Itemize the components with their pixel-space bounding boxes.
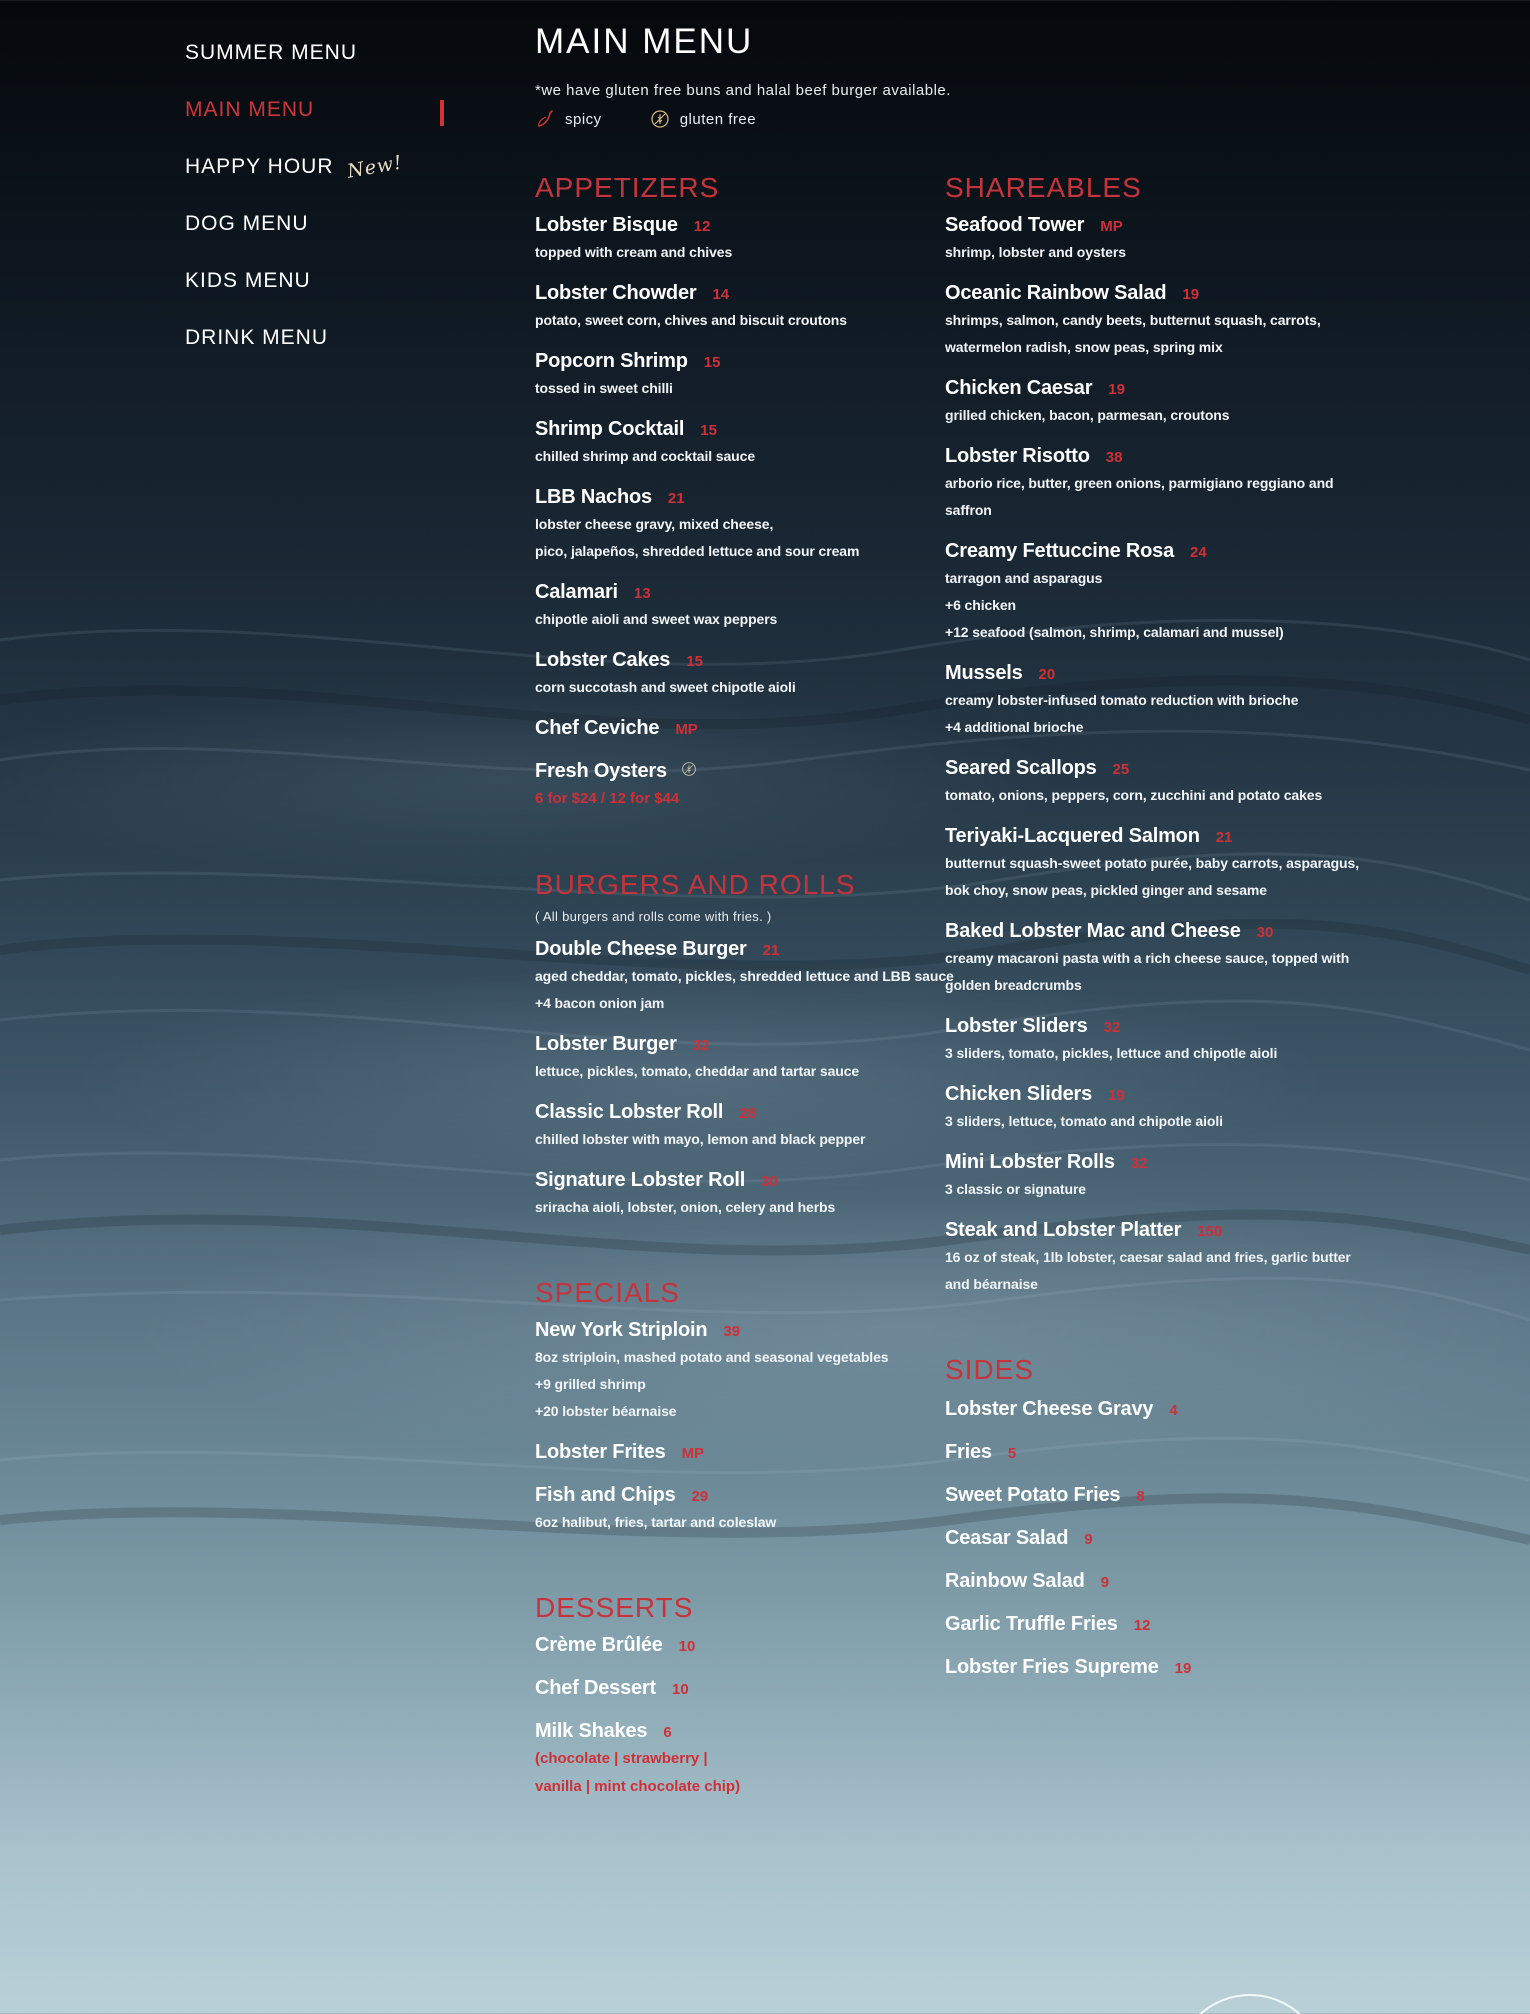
sidebar-item-dog-menu[interactable] [185,195,445,252]
item-name: Lobster Cakes [535,649,671,671]
menu-item [535,760,935,813]
menu-item [535,1169,935,1221]
item-price: 21 [667,490,685,507]
item-name: Sweet Potato Fries [945,1484,1121,1506]
item-description: 6 for $24 / 12 for $44 [535,790,680,807]
item-description: butternut squash-sweet potato purée, baby carrots, asparagus, [945,855,1359,871]
menu-item [535,282,935,334]
menu-item [945,1613,1365,1636]
item-description: sriracha aioli, lobster, onion, celery and herbs [535,1199,836,1215]
item-name: Chef Dessert [535,1677,656,1699]
section-title-specials: SPECIALS [535,1277,680,1308]
item-price: 9 [1100,1574,1109,1591]
item-description: watermelon radish, snow peas, spring mix [945,339,1223,355]
item-description: golden breadcrumbs [945,977,1082,993]
menu-item [535,1101,935,1153]
menu-item [945,1151,1365,1203]
item-price: 21 [762,942,780,959]
sidebar-nav [185,24,445,366]
item-name: Classic Lobster Roll [535,1101,724,1123]
section-gap [535,1536,935,1586]
section-title-sides: SIDES [945,1354,1035,1385]
item-description: lettuce, pickles, tomato, cheddar and tartar sauce [535,1063,860,1079]
item-name: Steak and Lobster Platter [945,1219,1182,1241]
item-price: 150 [1197,1223,1223,1240]
item-name: Lobster Bisque [535,214,678,236]
item-price: MP [681,1445,705,1462]
menu-item [945,1015,1365,1067]
section-note: ( All burgers and rolls come with fries. ) [535,909,772,924]
item-name: Seafood Tower [945,214,1085,236]
item-price: 6 [663,1724,672,1741]
right-column [945,166,1365,1679]
item-price: 20 [1038,666,1056,683]
item-price: 5 [1007,1445,1017,1462]
sidebar-item-label: DRINK MENU [185,325,329,349]
item-name: Calamari [535,581,618,603]
item-price: 15 [703,354,721,371]
sidebar-item-main-menu[interactable] [185,81,445,138]
sidebar-item-label: MAIN MENU [185,97,315,121]
item-name: Chicken Caesar [945,377,1093,399]
chili-icon [535,109,555,129]
item-description: tarragon and asparagus [945,570,1103,586]
menu-item [945,1656,1365,1679]
item-description: 6oz halibut, fries, tartar and coleslaw [535,1514,777,1530]
item-name: Mini Lobster Rolls [945,1151,1115,1173]
item-description: (chocolate | strawberry | [535,1750,708,1767]
section-gap [535,1221,935,1271]
item-name: Chicken Sliders [945,1083,1093,1105]
item-name: Chef Ceviche [535,717,660,739]
menu-item [535,1634,935,1657]
item-name: New York Striploin [535,1319,708,1341]
item-description: tossed in sweet chilli [535,380,673,396]
section-gap [535,813,935,863]
item-price: 13 [633,585,651,602]
menu-item [535,418,935,470]
item-name: Crème Brûlée [535,1634,663,1656]
item-description: +6 chicken [945,597,1016,613]
item-price: 8 [1136,1488,1145,1505]
gluten-free-icon [681,761,697,777]
menu-item [945,214,1365,266]
menu-item [535,486,935,565]
item-description: grilled chicken, bacon, parmesan, croutons [945,407,1230,423]
menu-item [945,1398,1365,1421]
item-price: 19 [1182,286,1200,303]
menu-item [535,1720,935,1801]
item-description: corn succotash and sweet chipotle aioli [535,679,796,695]
sidebar-item-label: HAPPY HOUR [185,154,334,178]
item-name: Lobster Fries Supreme [945,1656,1159,1678]
item-price: 21 [1215,829,1233,846]
item-name: Shrimp Cocktail [535,418,685,440]
item-description: +9 grilled shrimp [535,1376,646,1392]
item-price: 30 [761,1173,778,1190]
item-description: 3 sliders, lettuce, tomato and chipotle aioli [945,1113,1223,1129]
item-price: 19 [1108,1087,1125,1104]
item-price: 38 [1105,449,1123,466]
item-price: 15 [700,422,717,439]
item-name: Popcorn Shrimp [535,350,688,372]
menu-item [945,662,1365,741]
legend-gluten-free [650,109,756,129]
page-title: MAIN MENU [535,22,754,61]
legend [535,109,1435,129]
item-price: 14 [712,286,730,303]
item-price: 10 [678,1638,696,1655]
item-name: Milk Shakes [535,1720,648,1742]
legend-spicy [535,109,602,129]
item-description: +4 bacon onion jam [535,995,665,1011]
item-name: Garlic Truffle Fries [945,1613,1118,1635]
item-name: Rainbow Salad [945,1570,1085,1592]
menu-item [945,1570,1365,1593]
menu-item [535,350,935,402]
item-price: 32 [1103,1019,1121,1036]
menu-item [535,1677,935,1700]
item-description: saffron [945,502,992,518]
item-name: Lobster Frites [535,1441,666,1463]
section-title-burgers: BURGERS AND ROLLS [535,869,856,900]
item-name: Teriyaki-Lacquered Salmon [945,825,1200,847]
item-price: MP [675,721,698,738]
item-description: +20 lobster béarnaise [535,1403,677,1419]
item-price: 9 [1084,1531,1093,1548]
item-name: LBB Nachos [535,486,652,508]
item-description: shrimps, salmon, candy beets, butternut squash, carrots, [945,312,1321,328]
item-name: Lobster Sliders [945,1015,1088,1037]
legend-gluten-free-label: gluten free [679,110,757,128]
item-price: 19 [1174,1660,1192,1677]
sidebar-item-summer-menu[interactable] [185,24,445,81]
item-price: 10 [671,1681,689,1698]
item-price: 29 [691,1488,709,1505]
item-description: pico, jalapeños, shredded lettuce and sour cream [535,543,860,559]
item-name: Fries [945,1441,992,1463]
item-name: Lobster Cheese Gravy [945,1398,1154,1420]
sidebar-item-label: KIDS MENU [185,268,311,292]
section-title-desserts: DESSERTS [535,1592,694,1623]
menu-item [945,757,1365,809]
menu-item [945,825,1365,904]
item-description: potato, sweet corn, chives and biscuit croutons [535,312,847,328]
menu-item [535,581,935,633]
sidebar-item-drink-menu[interactable] [185,309,445,366]
item-description: chilled lobster with mayo, lemon and black pepper [535,1131,866,1147]
item-name: Mussels [945,662,1023,684]
item-price: 30 [1256,924,1274,941]
item-price: 19 [1108,381,1125,398]
new-badge: New! [345,150,405,183]
item-name: Lobster Chowder [535,282,697,304]
menu-item [535,1484,935,1536]
item-name: Double Cheese Burger [535,938,747,960]
menu-item [945,1441,1365,1464]
menu-item [535,717,935,740]
menu-item [945,377,1365,429]
item-description: arborio rice, butter, green onions, parmigiano reggiano and [945,475,1334,491]
item-description: 3 sliders, tomato, pickles, lettuce and chipotle aioli [945,1045,1278,1061]
item-description: creamy macaroni pasta with a rich cheese sauce, topped with [945,950,1350,966]
item-price: 32 [1130,1155,1148,1172]
menu-item [535,649,935,701]
item-price: 24 [1190,544,1207,561]
menu-item [535,214,935,266]
dietary-note: *we have gluten free buns and halal beef burger available. [535,82,951,99]
item-description: creamy lobster-infused tomato reduction with brioche [945,692,1299,708]
section-title-shareables: SHAREABLES [945,172,1142,203]
item-name: Creamy Fettuccine Rosa [945,540,1175,562]
item-description: tomato, onions, peppers, corn, zucchini and potato cakes [945,787,1323,803]
item-name: Fresh Oysters [535,760,667,782]
menu-item [535,1033,935,1085]
menu-item [945,1527,1365,1550]
item-name: Lobster Risotto [945,445,1090,467]
item-description: bok choy, snow peas, pickled ginger and sesame [945,882,1267,898]
item-name: Oceanic Rainbow Salad [945,282,1167,304]
active-indicator [440,100,444,126]
left-column [535,166,954,1801]
item-price: 32 [692,1037,710,1054]
section-title-appetizers: APPETIZERS [535,172,720,203]
item-price: 39 [723,1323,741,1340]
item-price: 25 [1112,761,1130,778]
item-description: shrimp, lobster and oysters [945,244,1126,260]
item-description: chipotle aioli and sweet wax peppers [535,611,778,627]
item-description: +12 seafood (salmon, shrimp, calamari and mussel) [945,624,1284,640]
menu-item [945,1083,1365,1135]
item-description: aged cheddar, tomato, pickles, shredded lettuce and LBB sauce [535,968,954,984]
item-description: 8oz striploin, mashed potato and seasonal vegetables [535,1349,889,1365]
item-description: topped with cream and chives [535,244,733,260]
menu-item [945,920,1365,999]
sidebar-item-happy-hour[interactable] [185,138,445,195]
section-gap [945,1298,1365,1348]
item-price: 28 [739,1105,756,1122]
item-name: Seared Scallops [945,757,1097,779]
menu-item [945,445,1365,524]
item-name: Ceasar Salad [945,1527,1069,1549]
item-price: 12 [1133,1617,1151,1634]
menu-item [945,1484,1365,1507]
item-name: Lobster Burger [535,1033,677,1055]
item-price: 15 [686,653,703,670]
item-price: 4 [1169,1402,1178,1419]
item-description: chilled shrimp and cocktail sauce [535,448,756,464]
item-description: +4 additional brioche [945,719,1084,735]
gluten-free-icon [650,109,670,129]
legend-spicy-label: spicy [565,110,602,128]
menu-item [945,1219,1365,1298]
sides-section [945,1348,1365,1679]
item-price: 12 [693,218,711,235]
item-name: Signature Lobster Roll [535,1169,746,1191]
menu-item [535,938,954,1017]
item-description: and béarnaise [945,1276,1038,1292]
menu-item [945,282,1365,361]
menu-item [945,540,1365,646]
item-price: MP [1100,218,1123,235]
item-name: Baked Lobster Mac and Cheese [945,920,1241,942]
menu-item [535,1319,935,1425]
menu-item [535,1441,935,1464]
item-description: lobster cheese gravy, mixed cheese, [535,516,774,532]
item-description: 16 oz of steak, 1lb lobster, caesar salad and fries, garlic butter [945,1249,1351,1265]
sidebar-item-kids-menu[interactable] [185,252,445,309]
item-description: 3 classic or signature [945,1181,1086,1197]
item-name: Fish and Chips [535,1484,676,1506]
menu-header [535,22,1435,129]
sidebar-item-label: SUMMER MENU [185,40,357,64]
sidebar-item-label: DOG MENU [185,211,309,235]
item-description: vanilla | mint chocolate chip) [535,1778,741,1795]
